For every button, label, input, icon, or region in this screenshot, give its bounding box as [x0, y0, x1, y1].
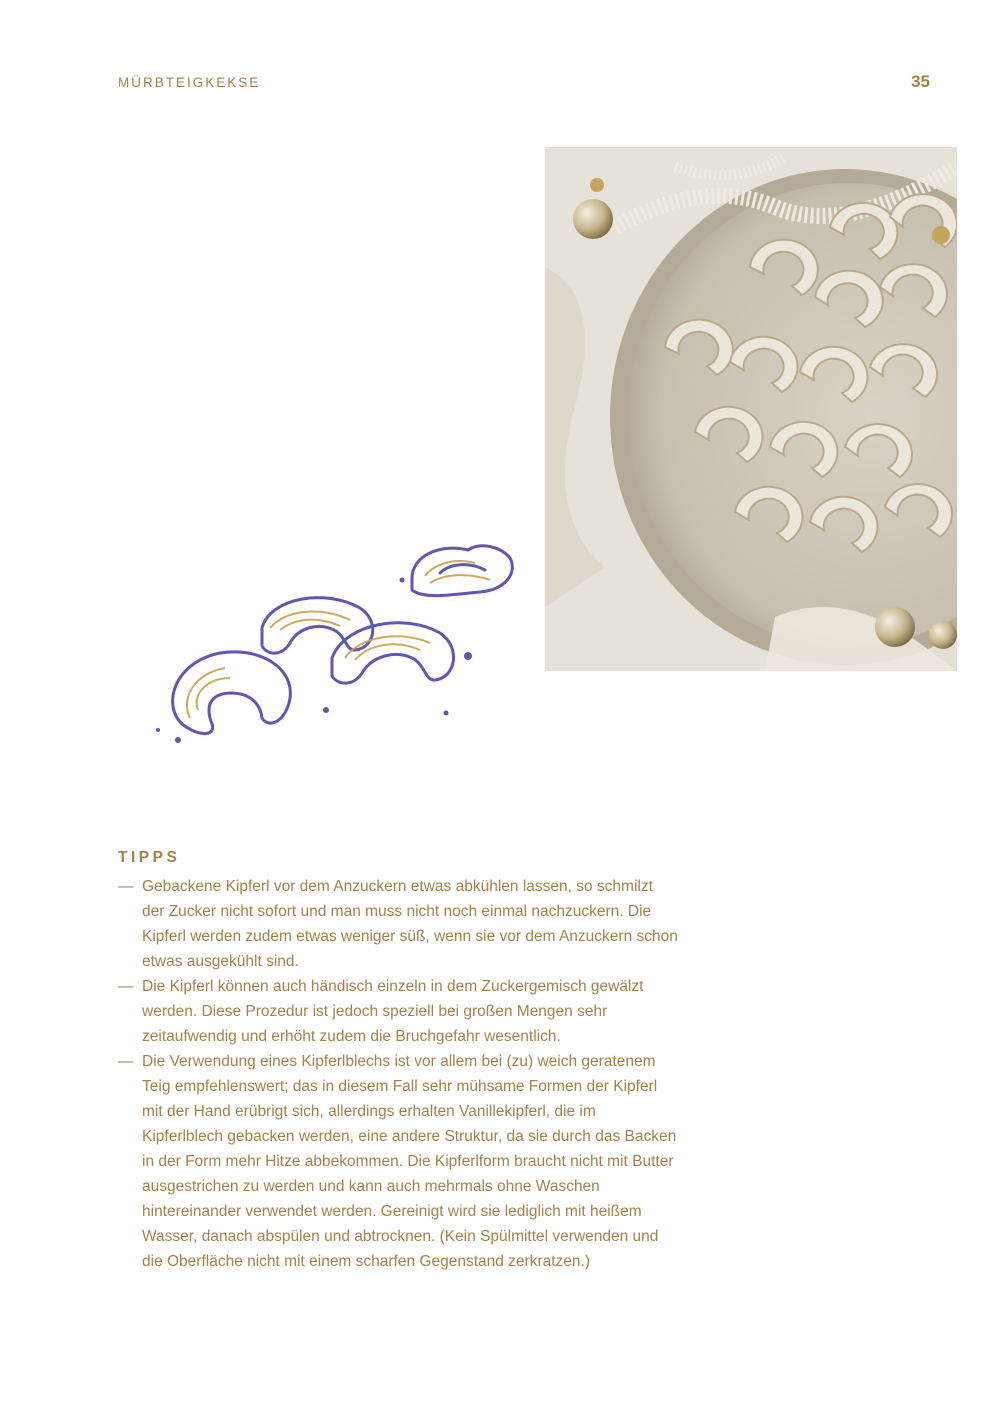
tips-heading: TIPPS [118, 849, 181, 866]
tip-text: Gebackene Kipferl vor dem Anzuckern etwas abkühlen lassen, so schmilzt der Zucker nicht sofort und man muss nicht noch einmal nachzuckern. Die Kipferl werden zudem etwas weniger süß, wenn sie vor dem Anzuckern schon etwas ausgekühlt sind. [142, 878, 678, 970]
tip-item [118, 874, 678, 974]
page-number: 35 [911, 72, 930, 91]
tip-dash: — [118, 878, 134, 895]
tip-dash: — [118, 1053, 134, 1070]
vanillekipferl-photo [545, 147, 957, 671]
tip-item [118, 974, 678, 1049]
tip-text: Die Verwendung eines Kipferlblechs ist vor allem bei (zu) weich geratenem Teig empfehlenswert; das in diesem Fall sehr mühsame Formen der Kipferl mit der Hand erübrigt sich, allerdings erhalten Vanillekipferl, die im Kipferlblech gebacken werden, eine andere Struktur, da sie durch das Backen in der Form mehr Hitze abbekommen. Die Kipferlform braucht nicht mit Butter ausgestrichen zu werden und kann auch mehrmals ohne Waschen hintereinander verwendet werden. Gereinigt wird sie lediglich mit heißem Wasser, danach abspülen und abtrocknen. (Kein Spülmittel verwenden und die Oberfläche nicht mit einem scharfen Gegenstand zerkratzen.) [142, 1053, 677, 1270]
kipferl-illustration [150, 528, 520, 753]
tip-dash: — [118, 978, 134, 995]
tips-list [118, 874, 678, 1274]
running-head: MÜRBTEIGKEKSE [118, 75, 261, 90]
tip-item [118, 1049, 678, 1274]
tip-text: Die Kipferl können auch händisch einzeln in dem Zuckergemisch gewälzt werden. Diese Prozedur ist jedoch speziell bei großen Mengen sehr zeitaufwendig und erhöht zudem die Bruchgefahr wesentlich. [142, 978, 644, 1045]
